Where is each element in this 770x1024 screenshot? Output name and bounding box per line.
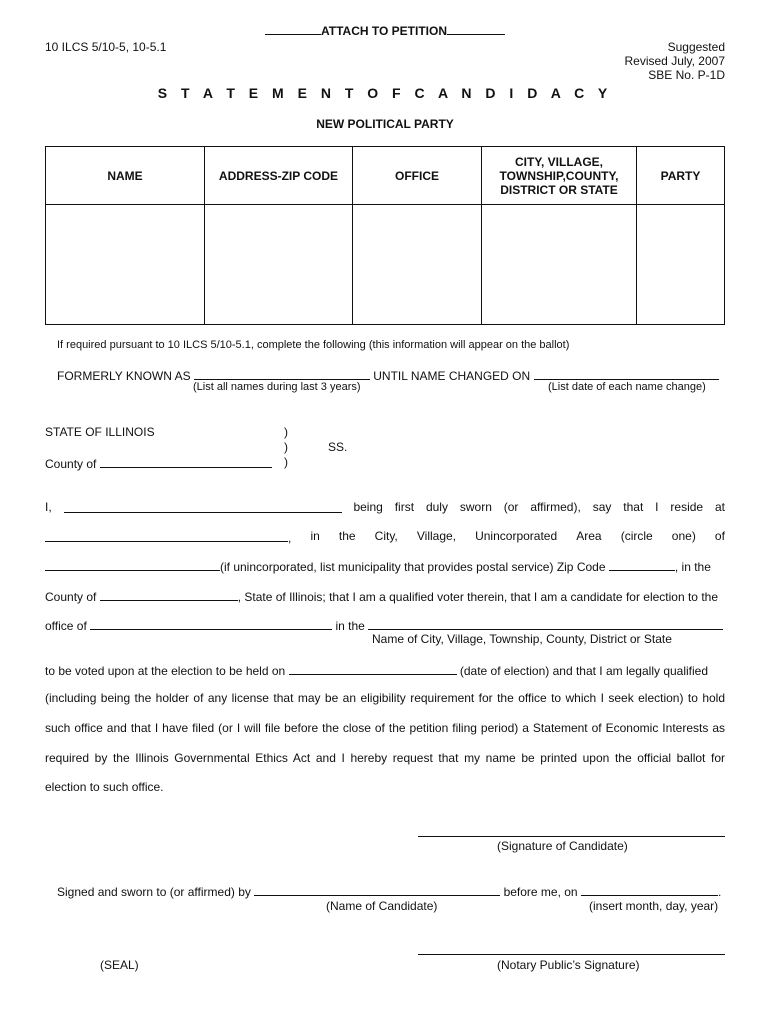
attach-underline-left — [265, 22, 321, 35]
oath-word: (or — [503, 500, 519, 514]
until-label: UNTIL NAME CHANGED ON — [373, 369, 531, 383]
sworn-label: Signed and sworn to (or affirmed) by — [57, 885, 251, 899]
notary-signature-caption: (Notary Public’s Signature) — [497, 958, 640, 972]
revised-date: Revised July, 2007 — [624, 54, 725, 68]
oath-line-3 — [45, 558, 725, 574]
voter-county-field[interactable] — [100, 588, 238, 601]
municipality-field[interactable] — [45, 558, 220, 571]
attach-to-petition-header — [0, 22, 770, 38]
oath-line-7: (including being the holder of any license that may be an eligibility requirement for the office to which I seek election) to hold — [45, 691, 725, 705]
oath-line-1 — [45, 500, 725, 514]
form-title: S T A T E M E N T O F C A N D I D A C Y — [157, 85, 613, 101]
address-cell[interactable] — [205, 205, 353, 325]
bracket-paren: ) — [284, 440, 288, 454]
table-entry-row — [46, 205, 725, 325]
form-subtitle: NEW POLITICAL PARTY — [316, 117, 454, 131]
column-header-city-line: TOWNSHIP,COUNTY, — [499, 168, 619, 183]
column-header-city — [482, 147, 637, 205]
candidate-info-table — [45, 146, 725, 325]
in-the-label: in the — [335, 619, 365, 633]
statute-citation: 10 ILCS 5/10-5, 10-5.1 — [45, 40, 167, 54]
oath-word: first — [394, 500, 415, 514]
county-field[interactable] — [100, 455, 272, 468]
office-of-label: office of — [45, 619, 87, 633]
name-change-date-field[interactable] — [534, 367, 719, 380]
oath-word: the — [338, 529, 356, 543]
oath-word: Village, — [416, 529, 456, 543]
election-date-field[interactable] — [289, 662, 457, 675]
legally-qualified-text: (date of election) and that I am legally qualified — [459, 664, 709, 678]
before-me-label: before me, on — [503, 885, 578, 899]
office-cell[interactable] — [353, 205, 482, 325]
oath-word: Unincorporated — [475, 529, 558, 543]
county-label: County of — [45, 457, 97, 471]
oath-line-4 — [45, 588, 725, 604]
oath-word: duly — [425, 500, 448, 514]
bracket-paren: ) — [284, 455, 288, 469]
table-header-row — [46, 147, 725, 205]
oath-word: (circle — [620, 529, 653, 543]
oath-line-9: required by the Illinois Governmental Ethics Act and I hereby request that my name be printed upon the official ballot for — [45, 751, 725, 765]
bracket-paren: ) — [284, 425, 288, 439]
oath-line-2 — [45, 529, 725, 545]
i-prefix: I, — [45, 500, 52, 514]
sworn-period: . — [717, 885, 722, 899]
column-header-office: OFFICE — [353, 147, 482, 205]
jurisdiction-caption: Name of City, Village, Township, County, District or State — [372, 632, 672, 646]
column-header-address: ADDRESS-ZIP CODE — [205, 147, 353, 205]
jurisdiction-field[interactable] — [368, 617, 723, 630]
oath-line-10: election to such office. — [45, 780, 164, 794]
oath-word: sworn — [459, 500, 492, 514]
qualified-voter-text: , State of Illinois; that I am a qualified voter therein, that I am a candidate for election to the — [237, 590, 718, 604]
county-row — [45, 455, 272, 471]
sworn-date-field[interactable] — [581, 883, 718, 896]
oath-word: Area — [576, 529, 602, 543]
party-cell[interactable] — [637, 205, 725, 325]
residence-address-field[interactable] — [45, 529, 288, 542]
seal-label: (SEAL) — [100, 958, 139, 972]
office-sought-field[interactable] — [90, 617, 332, 630]
column-header-city-line: DISTRICT OR STATE — [500, 182, 618, 197]
residence-group — [45, 529, 291, 545]
oath-word: one) — [671, 529, 696, 543]
column-header-city-line: CITY, VILLAGE, — [514, 154, 603, 169]
city-cell[interactable] — [482, 205, 637, 325]
form-number: SBE No. P-1D — [648, 68, 725, 82]
attach-text: ATTACH TO PETITION — [321, 24, 447, 38]
notary-signature-line[interactable] — [418, 942, 725, 955]
oath-word: in — [310, 529, 320, 543]
affiant-name-field[interactable] — [64, 500, 342, 513]
candidate-signature-line[interactable] — [418, 824, 725, 837]
oath-line-5 — [45, 617, 725, 633]
oath-word: of — [714, 529, 725, 543]
state-label: STATE OF ILLINOIS — [45, 425, 155, 439]
column-header-party: PARTY — [637, 147, 725, 205]
zip-code-field[interactable] — [609, 558, 675, 571]
oath-word: affirmed), — [530, 500, 581, 514]
oath-line-8: such office and that I have filed (or I will file before the close of the petition filing period) a Statement of Economic Interests as — [45, 721, 725, 735]
municipality-text: (if unincorporated, list municipality that provides postal service) Zip Code — [220, 560, 606, 574]
oath-word: that — [623, 500, 644, 514]
attach-underline-right — [447, 22, 505, 35]
fka-label: FORMERLY KNOWN AS — [57, 369, 191, 383]
in-the-text: , in the — [674, 560, 711, 574]
name-cell[interactable] — [46, 205, 205, 325]
candidate-signature-caption: (Signature of Candidate) — [497, 839, 628, 853]
oath-word: City, — [374, 529, 398, 543]
sworn-row — [57, 883, 721, 899]
name-of-candidate-caption: (Name of Candidate) — [326, 899, 438, 913]
oath-word: reside — [670, 500, 704, 514]
ss-label: SS. — [328, 440, 348, 454]
oath-line-6 — [45, 662, 725, 678]
suggested-label: Suggested — [667, 40, 725, 54]
fka-names-hint: (List all names during last 3 years) — [193, 381, 361, 393]
column-header-name: NAME — [46, 147, 205, 205]
oath-word: , — [288, 531, 292, 545]
county-of-label: County of — [45, 590, 97, 604]
form-version-block — [625, 40, 726, 82]
oath-word: I — [655, 500, 659, 514]
sworn-candidate-name-field[interactable] — [254, 883, 500, 896]
oath-word: at — [714, 500, 725, 514]
election-date-prefix: to be voted upon at the election to be held on — [45, 664, 286, 678]
fka-dates-hint: (List date of each name change) — [548, 381, 706, 393]
ballot-note: If required pursuant to 10 ILCS 5/10-5.1, complete the following (this information will appear on the ballot) — [57, 339, 570, 351]
oath-word: being — [353, 500, 383, 514]
oath-word: say — [592, 500, 612, 514]
fka-names-field[interactable] — [194, 367, 370, 380]
insert-date-caption: (insert month, day, year) — [589, 899, 719, 913]
